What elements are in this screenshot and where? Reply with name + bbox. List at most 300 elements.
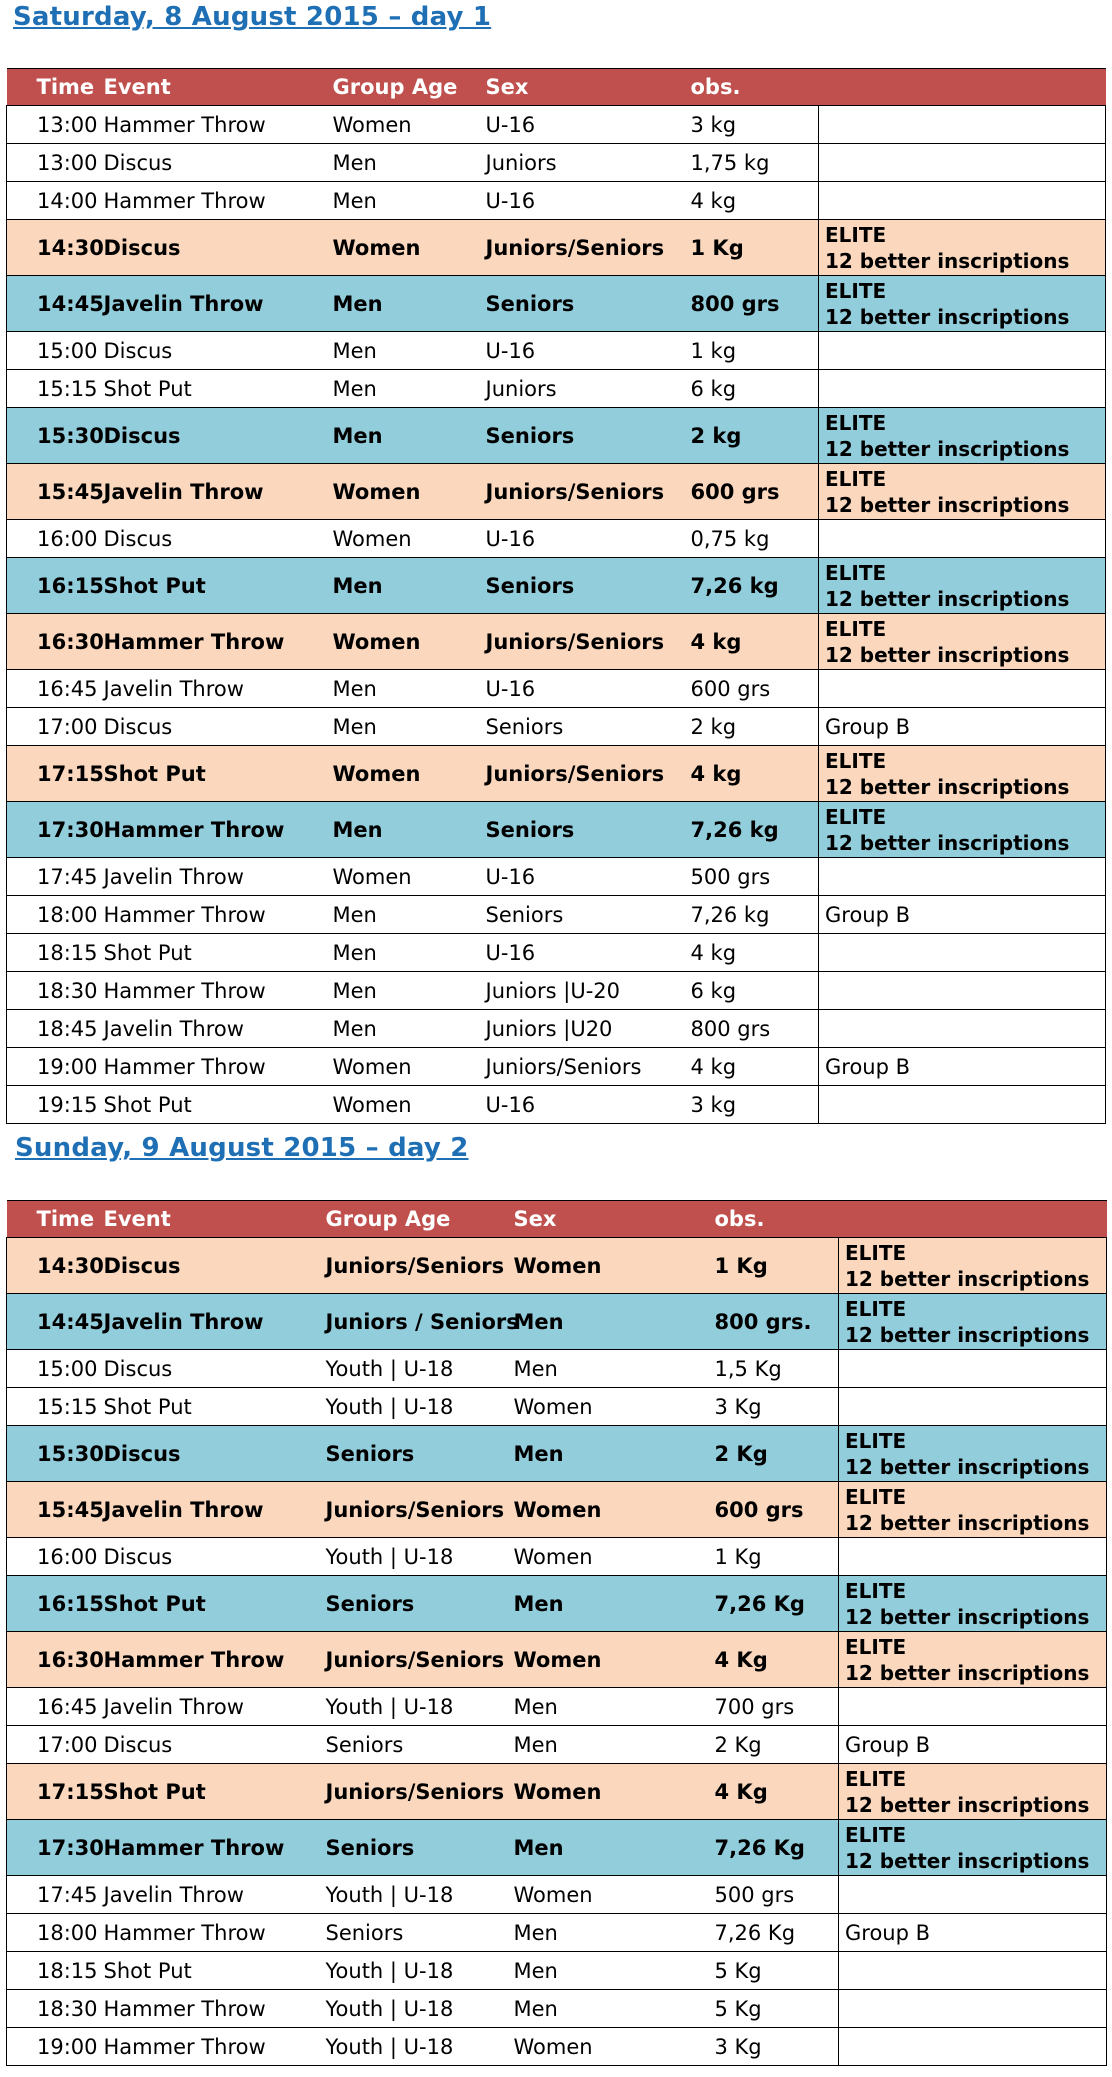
cell-group-age: Men xyxy=(325,408,478,464)
cell-obs: 3 kg xyxy=(683,1086,819,1124)
cell-notes xyxy=(839,1294,1107,1350)
cell-notes xyxy=(819,1086,1106,1124)
table-row xyxy=(7,1952,1107,1990)
cell-notes xyxy=(819,858,1106,896)
table-row xyxy=(7,370,1106,408)
cell-obs: 7,26 kg xyxy=(683,896,819,934)
cell-obs: 600 grs xyxy=(683,464,819,520)
cell-notes xyxy=(819,144,1106,182)
cell-obs: 4 kg xyxy=(683,934,819,972)
table-row xyxy=(7,1294,1107,1350)
cell-sex: Men xyxy=(506,1350,707,1388)
cell-time: 17:15 xyxy=(7,746,96,802)
note-line: ELITE xyxy=(845,1240,907,1265)
note-line: ELITE xyxy=(825,410,887,435)
cell-obs: 7,26 kg xyxy=(683,802,819,858)
cell-time: 17:30 xyxy=(7,1820,96,1876)
cell-group-age: Men xyxy=(325,1010,478,1048)
cell-group-age: Women xyxy=(325,520,478,558)
cell-notes xyxy=(819,1048,1106,1086)
cell-sex: Men xyxy=(506,1426,707,1482)
cell-group-age: Men xyxy=(325,934,478,972)
cell-sex: Men xyxy=(506,1726,707,1764)
cell-group-age: Men xyxy=(325,708,478,746)
table-row xyxy=(7,408,1106,464)
cell-obs: 1,5 Kg xyxy=(707,1350,839,1388)
cell-event: Shot Put xyxy=(96,1764,318,1820)
cell-group-age: Men xyxy=(325,332,478,370)
table-row xyxy=(7,1048,1106,1086)
cell-notes xyxy=(819,520,1106,558)
cell-sex: Seniors xyxy=(478,708,683,746)
cell-obs: 2 Kg xyxy=(707,1726,839,1764)
table-row xyxy=(7,1576,1107,1632)
cell-time: 13:00 xyxy=(7,106,96,144)
cell-time: 16:45 xyxy=(7,1688,96,1726)
cell-event: Shot Put xyxy=(96,1086,325,1124)
cell-obs: 2 Kg xyxy=(707,1426,839,1482)
cell-group-age: Youth | U-18 xyxy=(318,1350,506,1388)
cell-group-age: Men xyxy=(325,370,478,408)
cell-notes xyxy=(819,614,1106,670)
cell-time: 14:45 xyxy=(7,1294,96,1350)
cell-notes xyxy=(839,1914,1107,1952)
cell-notes xyxy=(819,802,1106,858)
table-row xyxy=(7,1726,1107,1764)
cell-time: 18:15 xyxy=(7,1952,96,1990)
column-header-group-age: Group Age xyxy=(318,1201,506,1238)
cell-obs: 500 grs xyxy=(707,1876,839,1914)
cell-sex: Juniors/Seniors xyxy=(478,1048,683,1086)
table-row xyxy=(7,1350,1107,1388)
table-header-row xyxy=(7,1201,1107,1238)
cell-sex: Seniors xyxy=(478,802,683,858)
cell-group-age: Seniors xyxy=(318,1426,506,1482)
cell-group-age: Seniors xyxy=(318,1914,506,1952)
cell-obs: 3 Kg xyxy=(707,1388,839,1426)
cell-sex: Men xyxy=(506,1914,707,1952)
table-row xyxy=(7,182,1106,220)
cell-obs: 3 kg xyxy=(683,106,819,144)
cell-event: Shot Put xyxy=(96,558,325,614)
cell-time: 15:30 xyxy=(7,1426,96,1482)
column-header-time: Time xyxy=(7,1201,96,1238)
note-line: ELITE xyxy=(825,748,887,773)
cell-obs: 1 kg xyxy=(683,332,819,370)
cell-event: Hammer Throw xyxy=(96,1048,325,1086)
cell-obs: 5 Kg xyxy=(707,1952,839,1990)
cell-group-age: Youth | U-18 xyxy=(318,1876,506,1914)
cell-time: 18:00 xyxy=(7,896,96,934)
cell-group-age: Men xyxy=(325,276,478,332)
cell-sex: Seniors xyxy=(478,896,683,934)
cell-time: 16:45 xyxy=(7,670,96,708)
table-row xyxy=(7,1990,1107,2028)
cell-notes xyxy=(819,934,1106,972)
table-row xyxy=(7,520,1106,558)
cell-event: Hammer Throw xyxy=(96,182,325,220)
cell-event: Javelin Throw xyxy=(96,858,325,896)
cell-notes xyxy=(839,1482,1107,1538)
cell-obs: 4 Kg xyxy=(707,1632,839,1688)
cell-sex: U-16 xyxy=(478,520,683,558)
table-row xyxy=(7,802,1106,858)
day2-schedule-table xyxy=(6,1200,1107,2066)
cell-event: Discus xyxy=(96,144,325,182)
cell-group-age: Women xyxy=(325,614,478,670)
cell-time: 19:00 xyxy=(7,2028,96,2066)
cell-time: 15:45 xyxy=(7,1482,96,1538)
note-line: Group B xyxy=(825,714,911,739)
cell-group-age: Women xyxy=(325,220,478,276)
cell-obs: 7,26 Kg xyxy=(707,1576,839,1632)
cell-notes xyxy=(839,1764,1107,1820)
note-line: ELITE xyxy=(825,466,887,491)
note-line: ELITE xyxy=(825,616,887,641)
note-line: 12 better inscriptions xyxy=(825,586,1070,611)
cell-sex: Juniors |U-20 xyxy=(478,972,683,1010)
note-line: 12 better inscriptions xyxy=(845,1322,1090,1347)
table-row xyxy=(7,614,1106,670)
table-row xyxy=(7,708,1106,746)
table-row xyxy=(7,1820,1107,1876)
cell-obs: 4 Kg xyxy=(707,1764,839,1820)
note-line: ELITE xyxy=(825,560,887,585)
cell-event: Hammer Throw xyxy=(96,2028,318,2066)
cell-notes xyxy=(819,370,1106,408)
column-header-event: Event xyxy=(96,1201,318,1238)
table-row xyxy=(7,896,1106,934)
table-row xyxy=(7,144,1106,182)
note-line: ELITE xyxy=(845,1578,907,1603)
cell-notes xyxy=(839,1952,1107,1990)
table-row xyxy=(7,1688,1107,1726)
cell-time: 19:00 xyxy=(7,1048,96,1086)
note-line: ELITE xyxy=(825,222,887,247)
table-row xyxy=(7,558,1106,614)
cell-notes xyxy=(819,464,1106,520)
cell-time: 17:00 xyxy=(7,708,96,746)
cell-time: 14:00 xyxy=(7,182,96,220)
cell-obs: 4 kg xyxy=(683,746,819,802)
cell-obs: 1,75 kg xyxy=(683,144,819,182)
cell-sex: Juniors/Seniors xyxy=(478,746,683,802)
note-line: 12 better inscriptions xyxy=(845,1510,1090,1535)
cell-event: Hammer Throw xyxy=(96,1914,318,1952)
note-line: ELITE xyxy=(845,1634,907,1659)
cell-event: Discus xyxy=(96,1426,318,1482)
cell-group-age: Women xyxy=(325,746,478,802)
cell-sex: U-16 xyxy=(478,182,683,220)
note-line: 12 better inscriptions xyxy=(845,1792,1090,1817)
table-row xyxy=(7,934,1106,972)
cell-obs: 4 kg xyxy=(683,614,819,670)
cell-event: Hammer Throw xyxy=(96,614,325,670)
note-line: 12 better inscriptions xyxy=(825,304,1070,329)
cell-notes xyxy=(839,1990,1107,2028)
table-row xyxy=(7,220,1106,276)
cell-notes xyxy=(839,1820,1107,1876)
cell-sex: U-16 xyxy=(478,332,683,370)
cell-obs: 0,75 kg xyxy=(683,520,819,558)
cell-obs: 5 Kg xyxy=(707,1990,839,2028)
cell-group-age: Seniors xyxy=(318,1726,506,1764)
cell-event: Hammer Throw xyxy=(96,1632,318,1688)
column-header-notes xyxy=(839,1201,1107,1238)
cell-sex: Women xyxy=(506,1482,707,1538)
cell-notes xyxy=(839,1726,1107,1764)
cell-group-age: Men xyxy=(325,896,478,934)
cell-event: Shot Put xyxy=(96,1576,318,1632)
cell-event: Shot Put xyxy=(96,1388,318,1426)
cell-time: 16:00 xyxy=(7,1538,96,1576)
table-row xyxy=(7,1086,1106,1124)
note-line: Group B xyxy=(825,902,911,927)
table-row xyxy=(7,1764,1107,1820)
cell-group-age: Men xyxy=(325,972,478,1010)
cell-group-age: Women xyxy=(325,858,478,896)
cell-group-age: Juniors/Seniors xyxy=(318,1482,506,1538)
cell-obs: 7,26 kg xyxy=(683,558,819,614)
cell-notes xyxy=(819,1010,1106,1048)
note-line: 12 better inscriptions xyxy=(825,436,1070,461)
cell-group-age: Women xyxy=(325,1086,478,1124)
day1-title: Saturday, 8 August 2015 – day 1 xyxy=(13,2,492,32)
note-line: 12 better inscriptions xyxy=(845,1660,1090,1685)
cell-obs: 800 grs xyxy=(683,1010,819,1048)
cell-sex: Seniors xyxy=(478,408,683,464)
cell-sex: Women xyxy=(506,2028,707,2066)
column-header-sex: Sex xyxy=(506,1201,707,1238)
cell-notes xyxy=(819,558,1106,614)
cell-notes xyxy=(839,2028,1107,2066)
cell-time: 18:30 xyxy=(7,972,96,1010)
cell-notes xyxy=(839,1632,1107,1688)
cell-obs: 1 Kg xyxy=(707,1238,839,1294)
table-row xyxy=(7,1876,1107,1914)
cell-notes xyxy=(819,972,1106,1010)
cell-time: 17:00 xyxy=(7,1726,96,1764)
table-row xyxy=(7,1482,1107,1538)
cell-time: 13:00 xyxy=(7,144,96,182)
cell-time: 15:45 xyxy=(7,464,96,520)
cell-event: Shot Put xyxy=(96,1952,318,1990)
cell-event: Discus xyxy=(96,220,325,276)
cell-obs: 1 Kg xyxy=(683,220,819,276)
cell-group-age: Men xyxy=(325,802,478,858)
cell-sex: Men xyxy=(506,1990,707,2028)
cell-event: Discus xyxy=(96,408,325,464)
table-row xyxy=(7,332,1106,370)
cell-sex: Juniors/Seniors xyxy=(478,464,683,520)
cell-group-age: Women xyxy=(325,106,478,144)
cell-event: Discus xyxy=(96,1538,318,1576)
cell-time: 18:45 xyxy=(7,1010,96,1048)
cell-obs: 6 kg xyxy=(683,972,819,1010)
cell-event: Javelin Throw xyxy=(96,1482,318,1538)
cell-obs: 1 Kg xyxy=(707,1538,839,1576)
cell-notes xyxy=(819,746,1106,802)
cell-obs: 700 grs xyxy=(707,1688,839,1726)
note-line: ELITE xyxy=(825,804,887,829)
cell-obs: 800 grs. xyxy=(707,1294,839,1350)
cell-obs: 600 grs xyxy=(707,1482,839,1538)
note-line: 12 better inscriptions xyxy=(845,1454,1090,1479)
cell-group-age: Juniors/Seniors xyxy=(318,1238,506,1294)
day2-title: Sunday, 9 August 2015 – day 2 xyxy=(15,1133,469,1163)
note-line: 12 better inscriptions xyxy=(845,1266,1090,1291)
note-line: ELITE xyxy=(845,1296,907,1321)
cell-group-age: Seniors xyxy=(318,1576,506,1632)
cell-event: Hammer Throw xyxy=(96,896,325,934)
cell-event: Discus xyxy=(96,332,325,370)
cell-sex: Juniors xyxy=(478,370,683,408)
column-header-time: Time xyxy=(7,69,96,106)
cell-time: 19:15 xyxy=(7,1086,96,1124)
cell-sex: Juniors/Seniors xyxy=(478,220,683,276)
cell-time: 14:45 xyxy=(7,276,96,332)
table-row xyxy=(7,1538,1107,1576)
cell-notes xyxy=(819,106,1106,144)
cell-sex: U-16 xyxy=(478,858,683,896)
note-line: 12 better inscriptions xyxy=(825,248,1070,273)
cell-sex: U-16 xyxy=(478,670,683,708)
table-row xyxy=(7,858,1106,896)
table-row xyxy=(7,2028,1107,2066)
table-row xyxy=(7,746,1106,802)
table-row xyxy=(7,972,1106,1010)
column-header-obs: obs. xyxy=(707,1201,839,1238)
cell-notes xyxy=(839,1538,1107,1576)
cell-sex: Men xyxy=(506,1820,707,1876)
cell-group-age: Men xyxy=(325,558,478,614)
cell-event: Shot Put xyxy=(96,370,325,408)
cell-sex: U-16 xyxy=(478,106,683,144)
cell-group-age: Youth | U-18 xyxy=(318,1388,506,1426)
table-row xyxy=(7,1238,1107,1294)
cell-group-age: Youth | U-18 xyxy=(318,1688,506,1726)
cell-sex: Juniors/Seniors xyxy=(478,614,683,670)
cell-event: Hammer Throw xyxy=(96,802,325,858)
cell-event: Javelin Throw xyxy=(96,1876,318,1914)
cell-event: Javelin Throw xyxy=(96,1010,325,1048)
table-row xyxy=(7,276,1106,332)
column-header-obs: obs. xyxy=(683,69,819,106)
cell-sex: Women xyxy=(506,1876,707,1914)
cell-event: Javelin Throw xyxy=(96,1688,318,1726)
cell-time: 15:15 xyxy=(7,370,96,408)
cell-group-age: Juniors / Seniors xyxy=(318,1294,506,1350)
column-header-group-age: Group Age xyxy=(325,69,478,106)
cell-group-age: Youth | U-18 xyxy=(318,1990,506,2028)
cell-event: Shot Put xyxy=(96,746,325,802)
cell-event: Discus xyxy=(96,520,325,558)
cell-notes xyxy=(839,1350,1107,1388)
cell-notes xyxy=(819,408,1106,464)
cell-group-age: Juniors/Seniors xyxy=(318,1632,506,1688)
cell-time: 15:00 xyxy=(7,1350,96,1388)
cell-sex: Men xyxy=(506,1688,707,1726)
cell-sex: Seniors xyxy=(478,276,683,332)
table-row xyxy=(7,464,1106,520)
cell-group-age: Men xyxy=(325,182,478,220)
table-row xyxy=(7,670,1106,708)
cell-obs: 600 grs xyxy=(683,670,819,708)
cell-obs: 3 Kg xyxy=(707,2028,839,2066)
cell-notes xyxy=(819,332,1106,370)
note-line: ELITE xyxy=(845,1766,907,1791)
cell-time: 18:00 xyxy=(7,1914,96,1952)
cell-sex: U-16 xyxy=(478,1086,683,1124)
cell-group-age: Youth | U-18 xyxy=(318,1952,506,1990)
cell-notes xyxy=(819,896,1106,934)
cell-obs: 500 grs xyxy=(683,858,819,896)
column-header-event: Event xyxy=(96,69,325,106)
cell-sex: Men xyxy=(506,1576,707,1632)
cell-time: 16:30 xyxy=(7,614,96,670)
cell-event: Discus xyxy=(96,1350,318,1388)
table-header-row xyxy=(7,69,1106,106)
cell-event: Discus xyxy=(96,708,325,746)
cell-notes xyxy=(819,182,1106,220)
table-row xyxy=(7,1388,1107,1426)
cell-obs: 2 kg xyxy=(683,408,819,464)
cell-time: 14:30 xyxy=(7,220,96,276)
cell-event: Javelin Throw xyxy=(96,276,325,332)
cell-event: Discus xyxy=(96,1726,318,1764)
day1-schedule-table xyxy=(6,68,1106,1124)
cell-sex: U-16 xyxy=(478,934,683,972)
cell-sex: Women xyxy=(506,1238,707,1294)
cell-event: Shot Put xyxy=(96,934,325,972)
cell-obs: 7,26 Kg xyxy=(707,1820,839,1876)
note-line: ELITE xyxy=(845,1484,907,1509)
cell-time: 17:45 xyxy=(7,858,96,896)
table-row xyxy=(7,106,1106,144)
cell-group-age: Youth | U-18 xyxy=(318,2028,506,2066)
cell-event: Hammer Throw xyxy=(96,1820,318,1876)
cell-notes xyxy=(819,220,1106,276)
cell-notes xyxy=(839,1238,1107,1294)
cell-time: 16:00 xyxy=(7,520,96,558)
cell-group-age: Women xyxy=(325,1048,478,1086)
cell-sex: Women xyxy=(506,1388,707,1426)
cell-group-age: Women xyxy=(325,464,478,520)
cell-group-age: Youth | U-18 xyxy=(318,1538,506,1576)
cell-time: 15:30 xyxy=(7,408,96,464)
cell-group-age: Seniors xyxy=(318,1820,506,1876)
cell-time: 18:15 xyxy=(7,934,96,972)
cell-notes xyxy=(819,276,1106,332)
cell-time: 17:15 xyxy=(7,1764,96,1820)
cell-time: 16:15 xyxy=(7,558,96,614)
cell-time: 17:45 xyxy=(7,1876,96,1914)
cell-group-age: Juniors/Seniors xyxy=(318,1764,506,1820)
note-line: 12 better inscriptions xyxy=(825,642,1070,667)
cell-event: Javelin Throw xyxy=(96,670,325,708)
cell-obs: 4 kg xyxy=(683,182,819,220)
cell-notes xyxy=(839,1876,1107,1914)
cell-time: 17:30 xyxy=(7,802,96,858)
cell-sex: Women xyxy=(506,1538,707,1576)
note-line: 12 better inscriptions xyxy=(845,1604,1090,1629)
cell-obs: 6 kg xyxy=(683,370,819,408)
table-row xyxy=(7,1914,1107,1952)
note-line: ELITE xyxy=(845,1822,907,1847)
cell-time: 16:15 xyxy=(7,1576,96,1632)
cell-time: 15:15 xyxy=(7,1388,96,1426)
cell-notes xyxy=(819,708,1106,746)
